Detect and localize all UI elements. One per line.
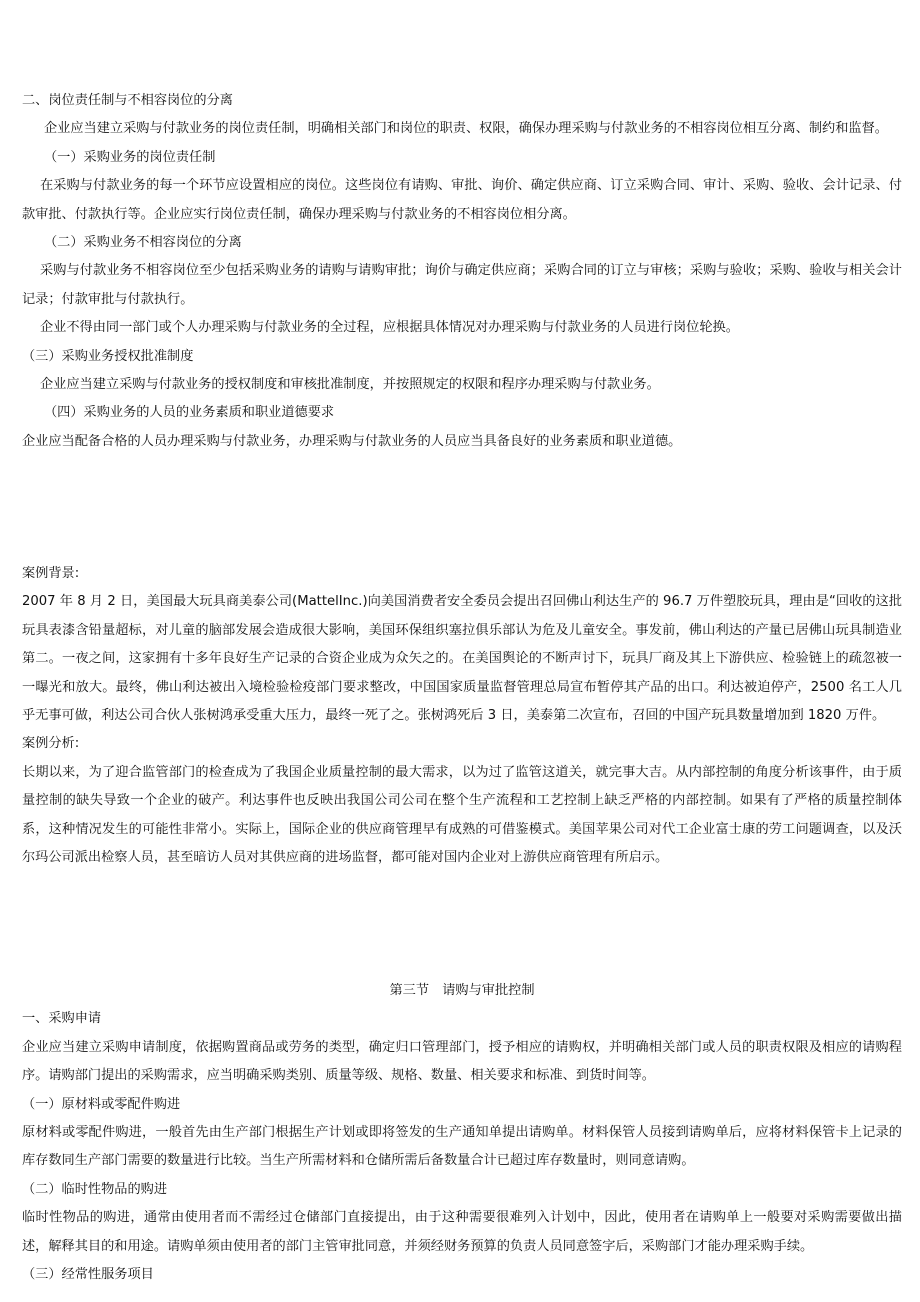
subsection-heading: （四）采购业务的人员的业务素质和职业道德要求	[44, 405, 335, 421]
paragraph: 原材料或零配件购进，一般首先由生产部门根据生产计划或即将签发的生产通知单提出请购单。材料保管人员接到请购单后，应将材料保管卡上记录的库存数同生产部门需要的数量进行比较。当生产所需材料和仓储所需后备数量合计已超过库存数量时，则同意请购。	[22, 1125, 902, 1169]
case-background-label: 案例背景:	[22, 566, 80, 581]
case-analysis-text: 长期以来，为了迎合监管部门的检查成为了我国企业质量控制的最大需求，以为过了监管这道关，就完事大吉。从内部控制的角度分析该事件，由于质量控制的缺失导致一个企业的破产。利达事件也反映出我国公司公司在整个生产流程和工艺控制上缺乏严格的内部控制。如果有了严格的质量控制体系，这种情况发生的可能性非常小。实际上，国际企业的供应商管理早有成熟的可借鉴模式。美国苹果公司对代工企业富士康的劳工问题调查，以及沃尔玛公司派出检察人员，甚至暗访人员对其供应商的进场监督，都可能对国内企业对上游供应商管理有所启示。	[22, 764, 902, 866]
subsection-heading: （二）采购业务不相容岗位的分离	[44, 235, 242, 251]
paragraph: 企业不得由同一部门或个人办理采购与付款业务的全过程，应根据具体情况对办理采购与付款业务的人员进行岗位轮换。	[40, 320, 739, 336]
section-heading: 一、采购申请	[22, 1011, 102, 1027]
paragraph: 临时性物品的购进，通常由使用者而不需经过仓储部门直接提出，由于这种需要很难列入计划中，因此，使用者在请购单上一般要对采购需要做出描述，解释其目的和用途。请购单须由使用者的部门主管审批同意，并须经财务预算的负责人员同意签字后，采购部门才能办理采购手续。	[22, 1210, 902, 1254]
paragraph: 企业应当建立采购申请制度，依据购置商品或劳务的类型，确定归口管理部门，授予相应的请购权，并明确相关部门或人员的职责权限及相应的请购程序。请购部门提出的采购需求，应当明确采购类别、质量等级、规格、数量、相关要求和标准、到货时间等。	[22, 1039, 902, 1084]
case-analysis-label: 案例分析:	[22, 736, 80, 752]
section-three	[22, 977, 902, 1289]
paragraph: 采购与付款业务不相容岗位至少包括采购业务的请购与请购审批；询价与确定供应商；采购合同的订立与审核；采购与验收；采购、验收与相关会计记录；付款审批与付款执行。	[22, 263, 902, 307]
case-background-text: 2007 年 8 月 2 日，美国最大玩具商美泰公司(MattelInc.)向美国消费者安全委员会提出召回佛山利达生产的 96.7 万件塑胶玩具，理由是“回收的这批玩具表漆含铅量超标，对儿童的脑部发展会造成很大影响，美国环保组织塞拉俱乐部认为危及儿童安全。事发前，佛山利达的产量已居佛山玩具制造业第二。一夜之间，这家拥有十多年良好生产记录的合资企业成为众矢之的。在美国舆论的不断声讨下，玩具厂商及其上下游供应、检验链上的疏忽被一一曝光和放大。最终，佛山利达被出入境检验检疫部门要求整改，中国国家质量监督管理总局宣布暂停其产品的出口。利达被迫停产，2500 名工人几乎无事可做，利达公司合伙人张树鸿承受重大压力，最终一死了之。张树鸿死后 3 日，美泰第二次宣布，召回的中国产玩具数量增加到 1820 万件。	[22, 594, 902, 724]
subsection-heading: （二）临时性物品的购进	[22, 1181, 168, 1197]
section-title: 第三节 请购与审批控制	[389, 983, 535, 998]
subsection-heading: （一）原材料或零配件购进	[22, 1096, 181, 1112]
paragraph: 企业应当建立采购与付款业务的岗位责任制，明确相关部门和岗位的职责、权限，确保办理采购与付款业务的不相容岗位相互分离、制约和监督。	[44, 121, 888, 137]
paragraph: 企业应当建立采购与付款业务的授权制度和审核批准制度，并按照规定的权限和程序办理采购与付款业务。	[40, 377, 660, 393]
subsection-heading: （三）采购业务授权批准制度	[22, 348, 194, 364]
subsection-heading: （三）经常性服务项目	[22, 1267, 154, 1283]
subsection-heading: （一）采购业务的岗位责任制	[44, 149, 216, 165]
case-study	[22, 560, 902, 872]
paragraph: 企业应当配备合格的人员办理采购与付款业务，办理采购与付款业务的人员应当具备良好的业务素质和职业道德。	[22, 433, 682, 449]
section-two	[22, 87, 902, 456]
section-heading: 二、岗位责任制与不相容岗位的分离	[22, 93, 233, 108]
paragraph: 在采购与付款业务的每一个环节应设置相应的岗位。这些岗位有请购、审批、询价、确定供应商、订立采购合同、审计、采购、验收、会计记录、付款审批、付款执行等。企业应实行岗位责任制，确保办理采购与付款业务的不相容岗位相分离。	[22, 178, 902, 222]
